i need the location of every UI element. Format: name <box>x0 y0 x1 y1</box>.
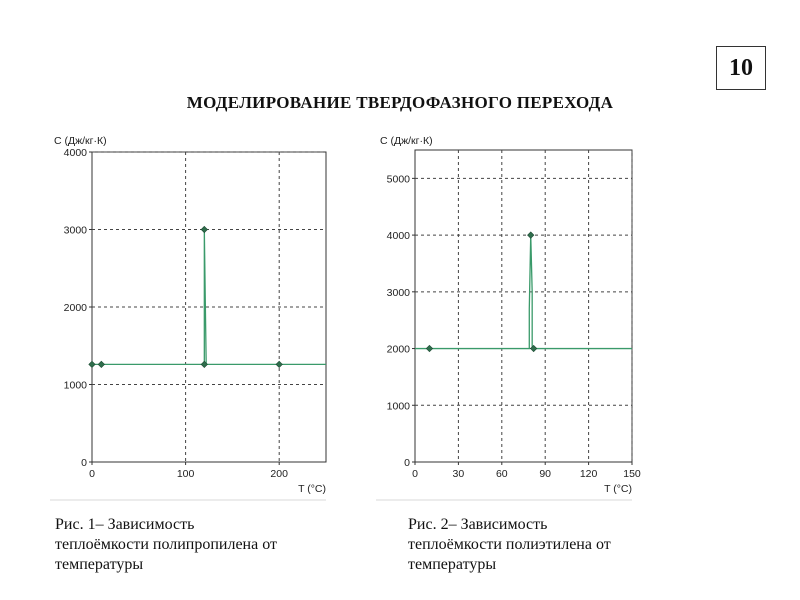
y-tick-label: 5000 <box>386 173 410 186</box>
series-line <box>92 230 326 365</box>
x-tick-label: 60 <box>495 468 508 480</box>
x-tick-label: 120 <box>579 468 598 480</box>
slide-title: МОДЕЛИРОВАНИЕ ТВЕРДОФАЗНОГО ПЕРЕХОДА <box>186 93 614 112</box>
plot-frame <box>415 150 632 462</box>
x-tick-label: 200 <box>270 468 288 480</box>
y-tick-label: 1000 <box>63 379 87 392</box>
data-point-marker <box>89 361 95 367</box>
data-point-marker <box>530 345 536 351</box>
y-tick-label: 0 <box>404 457 410 469</box>
x-axis-label: T (°C) <box>298 483 326 495</box>
y-tick-label: 3000 <box>63 224 87 237</box>
x-axis-label: T (°C) <box>604 483 632 495</box>
data-point-marker <box>201 226 207 232</box>
y-axis-label: C (Дж/кг·К) <box>54 135 107 147</box>
page-number: 10 <box>716 46 766 90</box>
y-tick-label: 4000 <box>386 230 410 243</box>
x-tick-label: 0 <box>412 468 418 480</box>
y-tick-label: 1000 <box>386 400 410 413</box>
y-tick-label: 3000 <box>386 286 410 299</box>
y-tick-label: 2000 <box>63 302 87 314</box>
x-tick-label: 30 <box>452 468 465 480</box>
x-tick-label: 150 <box>623 468 641 480</box>
y-tick-label: 4000 <box>63 147 87 159</box>
caption-figure-2: Рис. 2– Зависимость теплоёмкости полиэтилена от температуры <box>408 516 611 573</box>
chart-polypropylene <box>50 135 326 500</box>
data-point-marker <box>426 345 432 351</box>
y-tick-label: 2000 <box>386 343 410 356</box>
data-point-marker <box>98 361 104 367</box>
x-tick-label: 90 <box>539 468 552 480</box>
y-axis-label: C (Дж/кг·К) <box>380 135 433 147</box>
chart-polyethylene <box>376 135 641 500</box>
x-tick-label: 0 <box>89 468 95 480</box>
x-tick-label: 100 <box>176 468 195 480</box>
caption-figure-1: Рис. 1– Зависимость теплоёмкости полипропилена от температуры <box>55 516 277 573</box>
data-point-marker <box>528 232 534 238</box>
data-point-marker <box>276 361 282 367</box>
y-tick-label: 0 <box>81 457 87 469</box>
